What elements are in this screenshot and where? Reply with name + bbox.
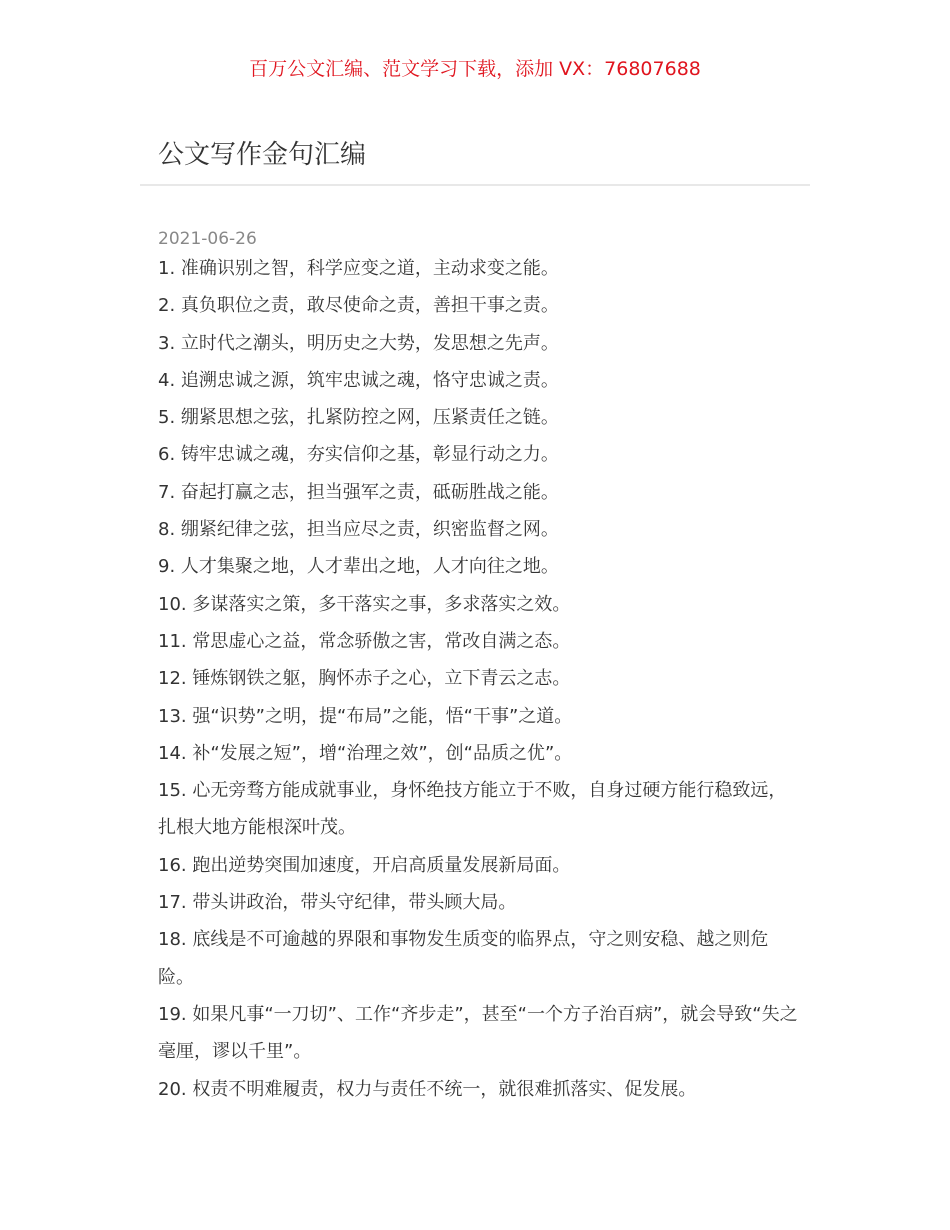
list-item: 14. 补“发展之短”，增“治理之效”，创“品质之优”。 (158, 742, 573, 764)
promo-banner: 百万公文汇编、范文学习下载，添加 VX：76807688 (249, 58, 701, 80)
list-item: 4. 追溯忠诚之源，筑牢忠诚之魂，恪守忠诚之责。 (158, 369, 559, 391)
list-item: 18. 底线是不可逾越的界限和事物发生质变的临界点，守之则安稳、越之则危险。 (158, 929, 769, 988)
list-item: 3. 立时代之潮头，明历史之大势，发思想之先声。 (158, 332, 559, 354)
list-item: 17. 带头讲政治，带头守纪律，带头顾大局。 (158, 892, 517, 914)
list-item: 16. 跑出逆势突围加速度，开启高质量发展新局面。 (158, 854, 571, 876)
quote-list (158, 250, 798, 1108)
publish-date: 2021-06-26 (158, 229, 257, 249)
list-item: 10. 多谋落实之策，多干落实之事，多求落实之效。 (158, 593, 571, 615)
page-title: 公文写作金句汇编 (158, 140, 367, 170)
list-item: 9. 人才集聚之地，人才辈出之地，人才向往之地。 (158, 556, 559, 578)
list-item: 20. 权责不明难履责，权力与责任不统一，就很难抓落实、促发展。 (158, 1078, 697, 1100)
list-item: 15. 心无旁骛方能成就事业，身怀绝技方能立于不败，自身过硬方能行稳致远，扎根大地方能根深叶茂。 (158, 780, 787, 839)
list-item: 11. 常思虚心之益，常念骄傲之害，常改自满之态。 (158, 630, 571, 652)
list-item: 2. 真负职位之责，敢尽使命之责，善担干事之责。 (158, 295, 559, 317)
list-item: 1. 准确识别之智，科学应变之道，主动求变之能。 (158, 258, 559, 279)
list-item: 13. 强“识势”之明，提“布局”之能，悟“干事”之道。 (158, 705, 573, 727)
list-item: 19. 如果凡事“一刀切”、工作“齐步走”，甚至“一个方子治百病”，就会导致“失之毫厘，谬以千里”。 (158, 1003, 798, 1063)
title-divider (140, 184, 810, 186)
list-item: 7. 奋起打赢之志，担当强军之责，砥砺胜战之能。 (158, 481, 559, 503)
list-item: 6. 铸牢忠诚之魂，夯实信仰之基，彰显行动之力。 (158, 444, 559, 466)
list-item: 8. 绷紧纪律之弦，担当应尽之责，织密监督之网。 (158, 519, 559, 541)
list-item: 12. 锤炼钢铁之躯，胸怀赤子之心，立下青云之志。 (158, 668, 571, 690)
list-item: 5. 绷紧思想之弦，扎紧防控之网，压紧责任之链。 (158, 407, 559, 429)
